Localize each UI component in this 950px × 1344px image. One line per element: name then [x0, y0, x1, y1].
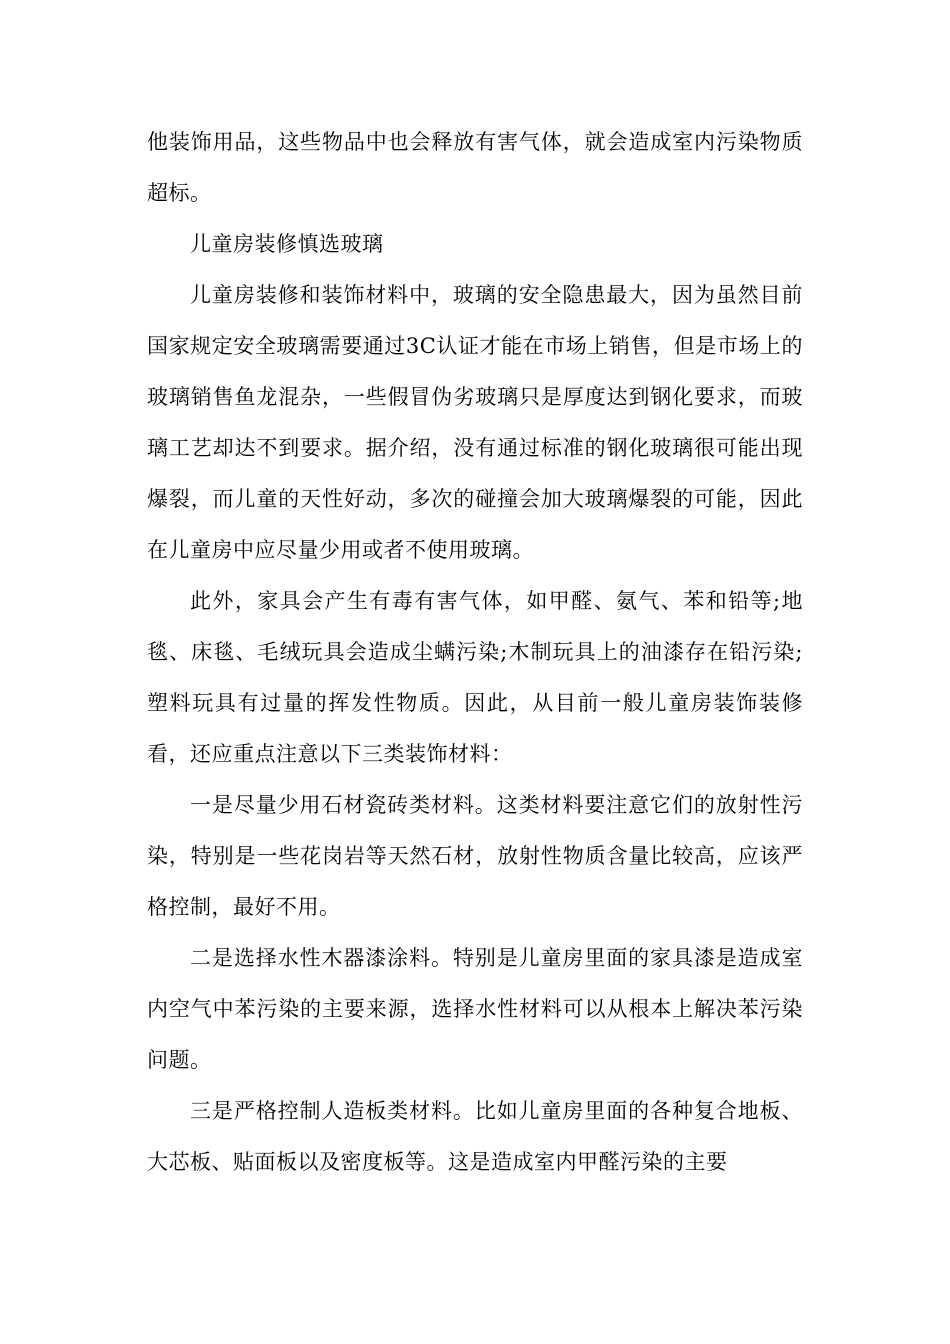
paragraph-stone: 一是尽量少用石材瓷砖类材料。这类材料要注意它们的放射性污染，特别是一些花岗岩等天然石材，放射性物质含量比较高，应该严格控制，最好不用。 [147, 793, 803, 919]
paragraph-continuation: 他装饰用品，这些物品中也会释放有害气体，就会造成室内污染物质超标。 [147, 130, 803, 205]
body-text [147, 117, 803, 1188]
section-heading: 儿童房装修慎选玻璃 [190, 232, 384, 256]
paragraph-board: 三是严格控制人造板类材料。比如儿童房里面的各种复合地板、大芯板、贴面板以及密度板等。这是造成室内甲醛污染的主要 [147, 1099, 803, 1174]
paragraph-paint: 二是选择水性木器漆涂料。特别是儿童房里面的家具漆是造成室内空气中苯污染的主要来源，选择水性材料可以从根本上解决苯污染问题。 [147, 946, 803, 1072]
paragraph-furniture: 此外，家具会产生有毒有害气体，如甲醛、氨气、苯和铅等;地毯、床毯、毛绒玩具会造成尘螨污染;木制玩具上的油漆存在铅污染;塑料玩具有过量的挥发性物质。因此，从目前一般儿童房装饰装修看，还应重点注意以下三类装饰材料： [147, 589, 803, 766]
paragraph-glass: 儿童房装修和装饰材料中，玻璃的安全隐患最大，因为虽然目前国家规定安全玻璃需要通过3C认证才能在市场上销售，但是市场上的玻璃销售鱼龙混杂，一些假冒伪劣玻璃只是厚度达到钢化要求，而玻璃工艺却达不到要求。据介绍，没有通过标准的钢化玻璃很可能出现爆裂，而儿童的天性好动，多次的碰撞会加大玻璃爆裂的可能，因此在儿童房中应尽量少用或者不使用玻璃。 [147, 283, 803, 562]
